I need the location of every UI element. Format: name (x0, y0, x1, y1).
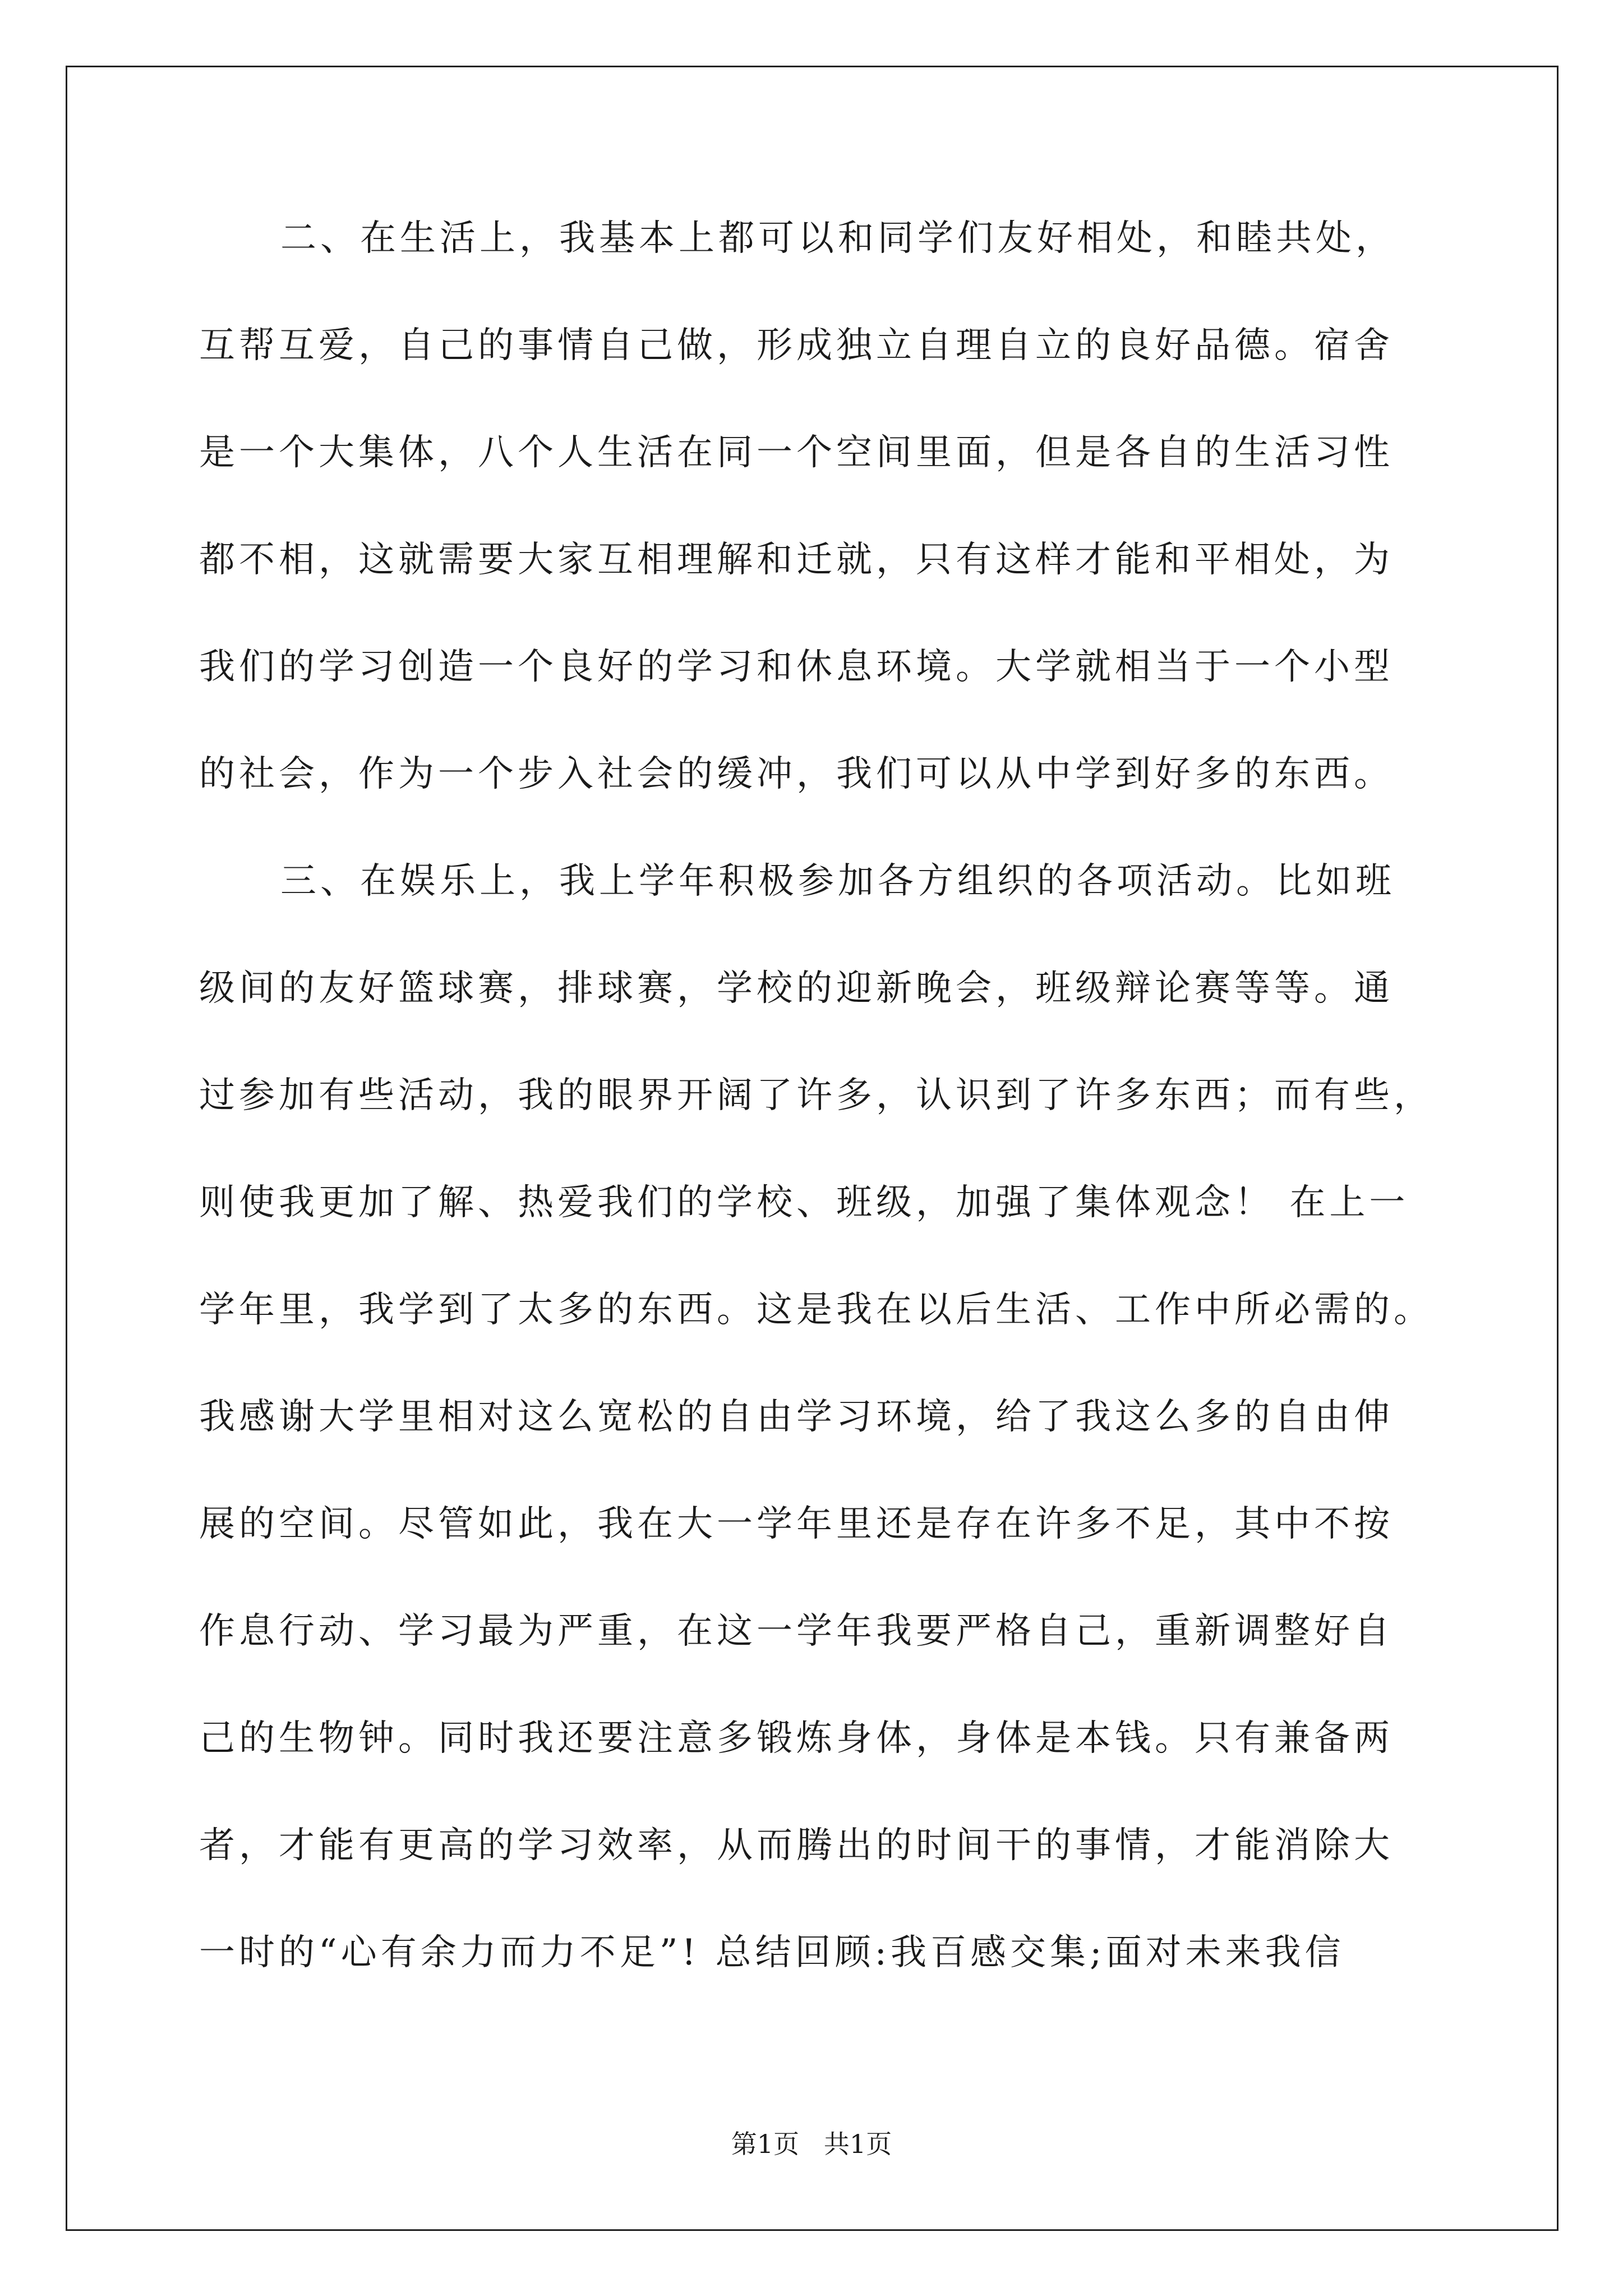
paragraph-line: 我感谢大学里相对这么宽松的自由学习环境，给了我这么多的自由伸 (199, 1396, 1394, 1438)
paragraph-line: 互帮互爱，自己的事情自己做，形成独立自理自立的良好品德。宿舍 (199, 325, 1394, 366)
paragraph-line: 级间的友好篮球赛，排球赛，学校的迎新晚会，班级辩论赛等等。通 (199, 968, 1394, 1009)
paragraph-line: 是一个大集体，八个人生活在同一个空间里面，但是各自的生活习性 (199, 432, 1394, 473)
paragraph-line: 都不相，这就需要大家互相理解和迁就，只有这样才能和平相处，为 (199, 539, 1394, 581)
paragraph-line: 一时的“心有余力而力不足”! 总结回顾:我百感交集;面对未来我信 (199, 1932, 1345, 1973)
paragraph-line: 则使我更加了解、热爱我们的学校、班级，加强了集体观念！ 在上一 (199, 1182, 1409, 1223)
paragraph-line: 者，才能有更高的学习效率，从而腾出的时间干的事情，才能消除大 (199, 1825, 1394, 1866)
document-body (199, 210, 1433, 2032)
paragraph-line: 己的生物钟。同时我还要注意多锻炼身体，身体是本钱。只有兼备两 (199, 1718, 1394, 1759)
paragraph-line: 的社会，作为一个步入社会的缓冲，我们可以从中学到好多的东西。 (199, 753, 1394, 795)
paragraph-line: 过参加有些活动，我的眼界开阔了许多，认识到了许多东西；而有些， (199, 1075, 1433, 1116)
paragraph-line: 作息行动、学习最为严重，在这一学年我要严格自己，重新调整好自 (199, 1611, 1394, 1652)
paragraph-line: 学年里，我学到了太多的东西。这是我在以后生活、工作中所必需的。 (199, 1289, 1433, 1331)
paragraph-line: 三、在娱乐上，我上学年积极参加各方组织的各项活动。比如班 (280, 861, 1395, 902)
paragraph-line: 二、在生活上，我基本上都可以和同学们友好相处，和睦共处， (280, 218, 1395, 259)
page-number-footer: 第1页 共1页 (731, 2129, 892, 2159)
paragraph-line: 我们的学习创造一个良好的学习和休息环境。大学就相当于一个小型 (199, 646, 1394, 688)
paragraph-line: 展的空间。尽管如此，我在大一学年里还是存在许多不足，其中不按 (199, 1503, 1394, 1545)
